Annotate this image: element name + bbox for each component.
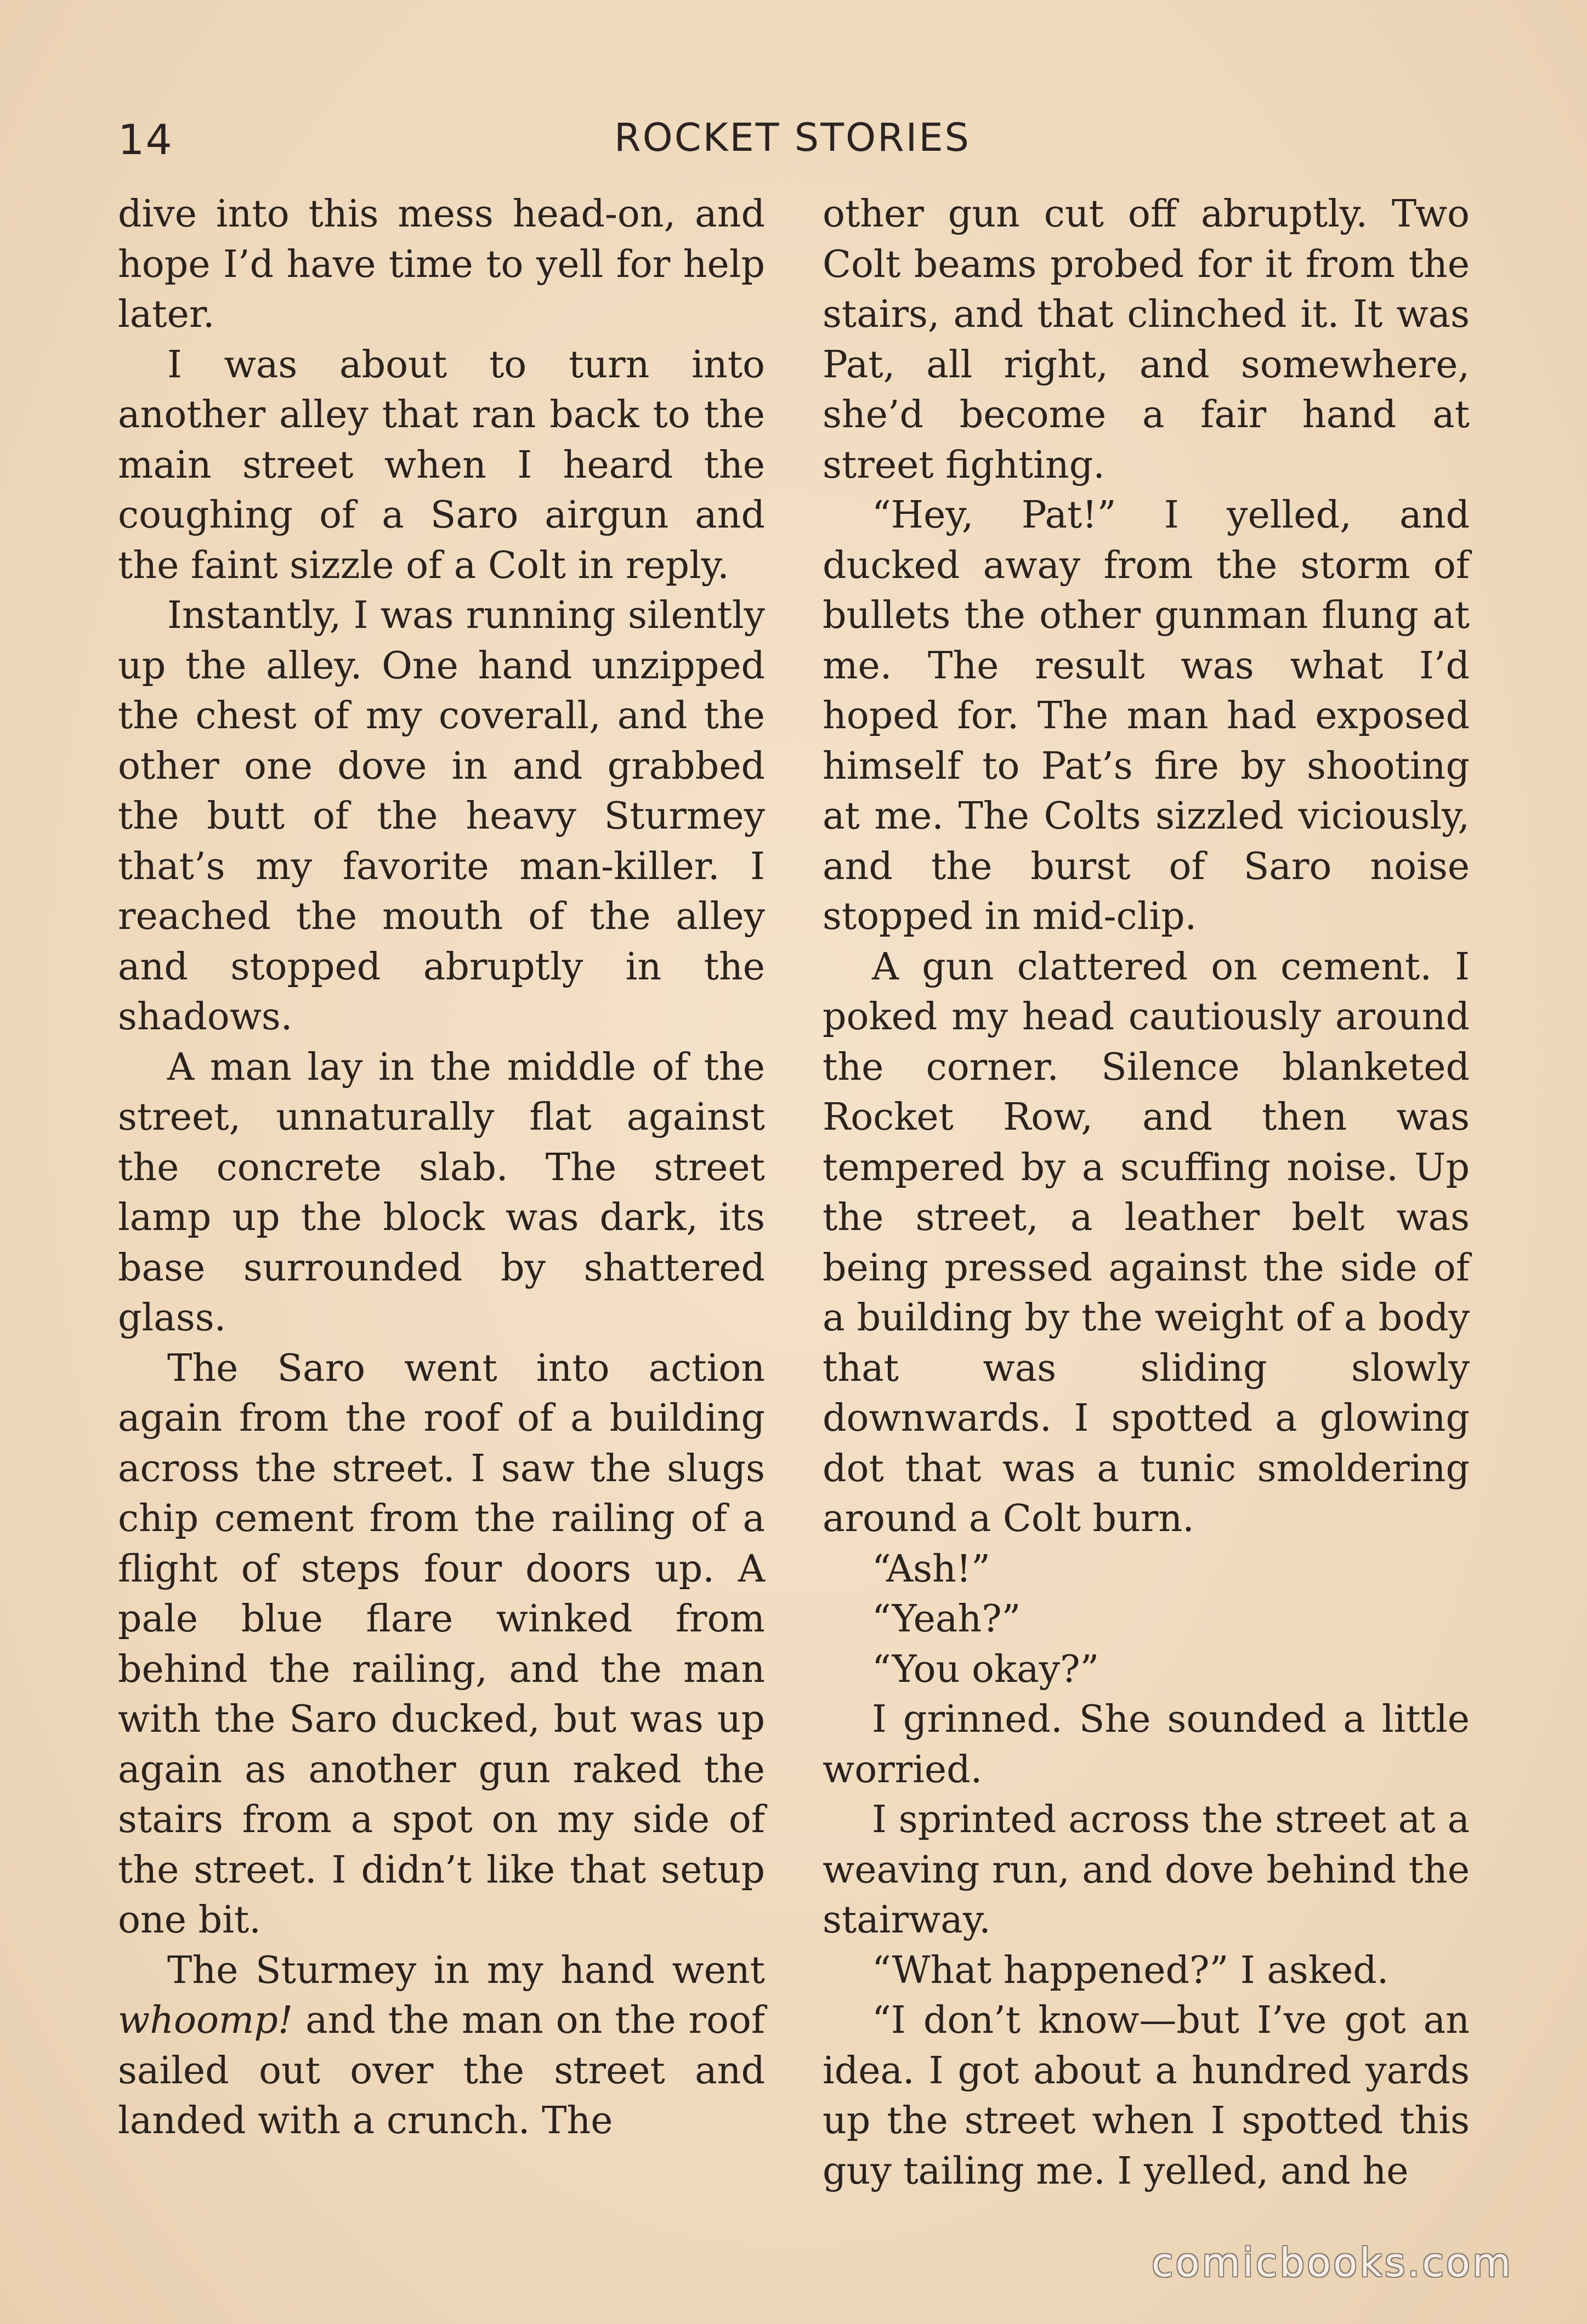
- paragraph: dive into this mess head-on, and hope I’d have time to yell for help later.: [118, 192, 765, 336]
- right-column: [823, 189, 1470, 2196]
- paragraph: A man lay in the middle of the street, unnaturally flat against the concrete slab. The street lamp up the block was dark, its base surrounded by shattered glass.: [118, 1045, 765, 1340]
- paragraph: “Hey, Pat!” I yelled, and ducked away from the storm of bullets the other gunman flung at me. The result was what I’d hoped for. The man had exposed himself to Pat’s fire by shooting at me. The Colts sizzled viciously, and the burst of Saro noise stopped in mid-clip.: [823, 494, 1470, 938]
- emphasis-text: whoomp!: [118, 1999, 293, 2042]
- paragraph: “What happened?” I asked.: [872, 1948, 1389, 1992]
- page-header: [118, 115, 1467, 175]
- paragraph: [118, 1946, 765, 2146]
- paragraph: I sprinted across the street at a weaving run, and dove behind the stairway.: [823, 1798, 1470, 1942]
- paragraph: Instantly, I was running silently up the alley. One hand unzipped the chest of my coverall, and the other one dove in and grabbed the butt of the heavy Sturmey that’s my favorite man-killer. I reached the mouth of the alley and stopped abruptly in the shadows.: [118, 594, 765, 1039]
- paragraph: “Ash!”: [872, 1547, 990, 1591]
- paragraph: other gun cut off abruptly. Two Colt beams probed for it from the stairs, and that clinched it. It was Pat, all right, and somewhere, she’d become a fair hand at street fighting.: [823, 192, 1470, 487]
- text-run: and the man on the roof sailed out over the street and landed with a crunch. The: [118, 1999, 765, 2142]
- page-number: 14: [118, 115, 173, 164]
- paragraph: “You okay?”: [872, 1647, 1099, 1691]
- watermark: comicbooks.com: [1151, 2240, 1513, 2286]
- paragraph: I grinned. She sounded a little worried.: [823, 1698, 1470, 1792]
- paragraph: “I don’t know—but I’ve got an idea. I got about a hundred yards up the street when I spotted this guy tailing me. I yelled, and he: [823, 1999, 1470, 2193]
- paragraph: I was about to turn into another alley that ran back to the main street when I heard the coughing of a Saro airgun and the faint sizzle of a Colt in reply.: [118, 343, 765, 587]
- paragraph: A gun clattered on cement. I poked my head cautiously around the corner. Silence blanketed Rocket Row, and then was tempered by a scuffing noise. Up the street, a leather belt was being pressed against the side of a building by the weight of a body that was sliding slowly downwards. I spotted a glowing dot that was a tunic smoldering around a Colt burn.: [823, 945, 1470, 1540]
- magazine-title: ROCKET STORIES: [614, 115, 971, 160]
- paragraph: “Yeah?”: [872, 1597, 1021, 1641]
- paragraph: The Saro went into action again from the roof of a building across the street. I saw the slugs chip cement from the railing of a flight of steps four doors up. A pale blue flare winked from behind the railing, and the man with the Saro ducked, but was up again as another gun raked the stairs from a spot on my side of the street. I didn’t like that setup one bit.: [118, 1346, 765, 1942]
- left-column: [118, 189, 765, 2146]
- text-run: The Sturmey in my hand went: [167, 1948, 765, 1992]
